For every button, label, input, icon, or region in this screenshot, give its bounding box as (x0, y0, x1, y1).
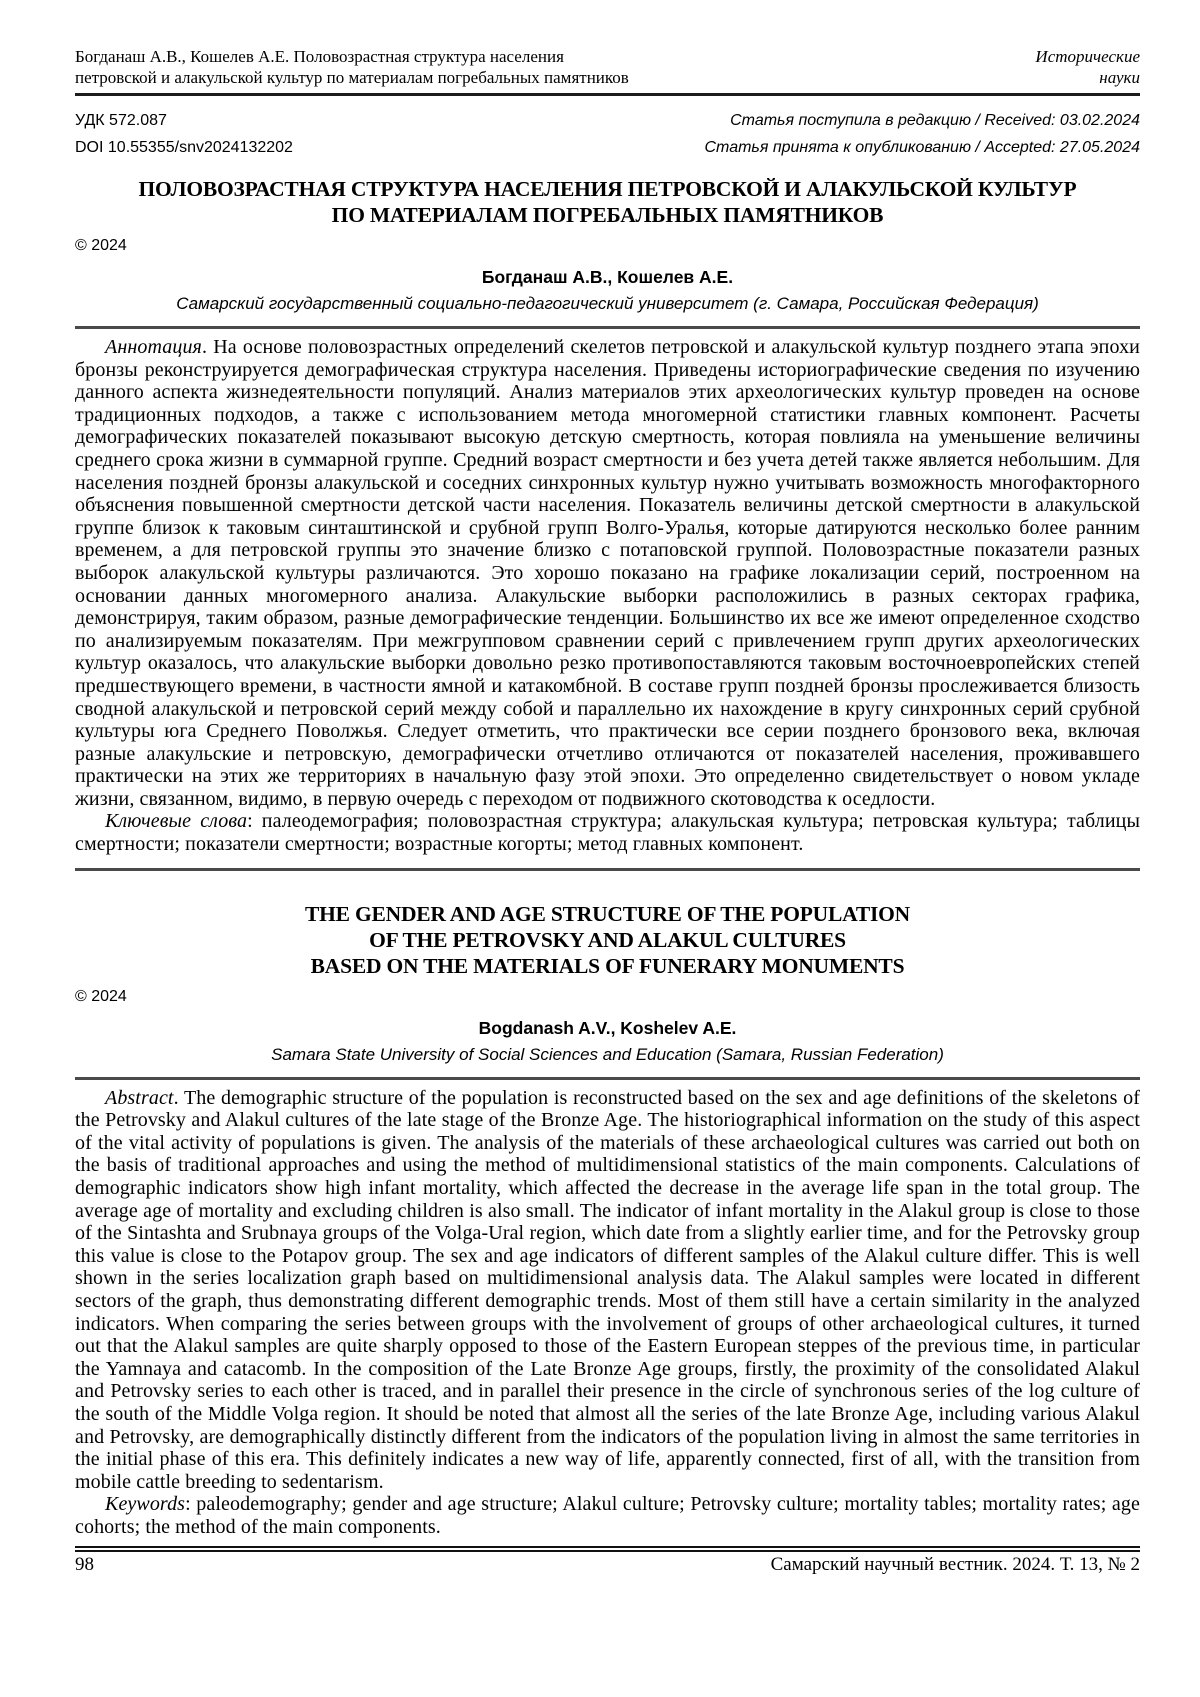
abstract-en (75, 1087, 1140, 1494)
abstract-text-en: . The demographic structure of the population is reconstructed based on the sex and age definitions of the skeletons of the Petrovsky and Alakul cultures of the late stage of the Bronze Age. The historiographical information on the study of this aspect of the vital activity of populations is given. The analysis of the materials of these archaeological cultures was carried out both on the basis of traditional approaches and using the method of multidimensional statistics of the main components. Calculations of demographic indicators show high infant mortality, which affected the decrease in the average life span in the total group. The average age of mortality and excluding children is also small. The indicator of infant mortality in the Alakul group is close to those of the Sintashta and Srubnaya groups of the Volga-Ural region, which date from a slightly earlier time, and for the Petrovsky group this value is close to the Potapov group. The sex and age indicators of different samples of the Alakul culture differ. This is well shown in the series localization graph based on multidimensional analysis data. The Alakul samples were located in different sectors of the graph, thus demonstrating different demographic trends. Most of them still have a certain similarity in the analyzed indicators. When comparing the series between groups with the involvement of groups of other archaeological cultures, it turned out that the Alakul samples are quite sharply opposed to those of the Eastern European steppes of the previous time, in particular the Yamnaya and catacomb. In the composition of the Late Bronze Age groups, firstly, the proximity of the consolidated Alakul and Petrovsky series to each other is traced, and in parallel their presence in the circle of synchronous series of the log culture of the south of the Middle Volga region. It should be noted that almost all the series of the late Bronze Age, including various Alakul and Petrovsky, are demographically distinctly different from the indicators of the population living in almost the same territories in the initial phase of this era. This definitely indicates a new way of life, apparently connected, first of all, with the transition from mobile cattle breeding to sedentarism. (75, 1086, 1140, 1493)
affiliation-en: Samara State University of Social Sciences and Education (Samara, Russian Federation) (271, 1044, 944, 1064)
abstract-ru (75, 336, 1140, 810)
authors-ru: Богданаш А.В., Кошелев А.Е. (481, 267, 734, 287)
divider-below-keywords-ru (75, 868, 1140, 871)
abstract-block-ru (75, 336, 1140, 856)
article-title-en (75, 901, 1140, 979)
article-title-en-line1: THE GENDER AND AGE STRUCTURE OF THE POPULATION (304, 901, 911, 926)
divider-above-abstract-en (75, 1077, 1140, 1080)
keywords-en (75, 1493, 1140, 1538)
section-name-line1: Исторические (1035, 47, 1140, 66)
article-title-ru-line1: ПОЛОВОЗРАСТНАЯ СТРУКТУРА НАСЕЛЕНИЯ ПЕТРОВСКОЙ И АЛАКУЛЬСКОЙ КУЛЬТУР (138, 177, 1077, 201)
section-name-line2: науки (1099, 68, 1140, 87)
abstract-text-ru: . На основе половозрастных определений скелетов петровской и алакульской культур позднего этапа эпохи бронзы реконструируется демографическая структура населения. Приведены историографические сведения по изучению данного аспекта жизнедеятельности популяций. Анализ материалов этих археологических культур проведен на основе традиционных подходов, а также с использованием метода многомерной статистики главных компонент. Расчеты демографических показателей показывают высокую детскую смертность, которая повлияла на уменьшение величины среднего срока жизни в суммарной группе. Средний возраст смертности и без учета детей также является небольшим. Для населения поздней бронзы алакульской и соседних синхронных культур нужно учитывать возможность многофакторного объяснения повышенной смертности детской части населения. Показатель величины детской смертности в алакульской группе близок к таковым синташтинской и срубной групп Волго-Уралья, которые датируются несколько более ранним временем, а для петровской группы это значение близко с потаповской группой. Половозрастные показатели разных выборок алакульской культуры различаются. Это хорошо показано на графике локализации серий, построенном на основании данных многомерного анализа. Алакульские выборки расположились в разных секторах графика, демонстрируя, таким образом, разные демографические тенденции. Большинство их все же имеют определенное сходство по анализируемым показателям. При межгрупповом сравнении серий с привлечением групп других археологических культур оказалось, что алакульские выборки довольно резко противопоставляются таковым восточноевропейских степей предшествующего времени, в частности ямной и катакомбной. В составе групп поздней бронзы прослеживается близость сводной алакульской и петровской серий между собой и параллельно их нахождение в кругу синхронных серий срубной культуры юга Среднего Поволжья. Следует отметить, что практически все серии позднего бронзового века, включая разные алакульские и петровскую, демографически отчетливо отличаются от показателей населения, проживавшего практически на этих же территориях в начальную фазу этой эпохи. Это определенно свидетельствует о новом укладе жизни, связанном, видимо, в первую очередь с переходом от подвижного скотоводства к оседлости. (75, 336, 1140, 810)
copyright-ru: © 2024 (75, 237, 127, 254)
meta-row-doi (75, 139, 1140, 157)
running-header-authors-title (75, 46, 629, 88)
footer-double-rule (75, 1546, 1140, 1552)
journal-reference: Самарский научный вестник. 2024. Т. 13, № 2 (770, 1553, 1140, 1575)
abstract-label-en: Abstract (105, 1086, 174, 1109)
article-title-en-line3: BASED ON THE MATERIALS OF FUNERARY MONUMENTS (310, 953, 905, 978)
doi-number: DOI 10.55355/snv2024132202 (75, 139, 293, 156)
keywords-text-en: : paleodemography; gender and age structure; Alakul culture; Petrovsky culture; mortality tables; mortality rates; age cohorts; the method of the main components. (75, 1493, 1140, 1538)
abstract-label-ru: Аннотация (105, 336, 202, 358)
divider-above-abstract-ru (75, 326, 1140, 329)
running-header (75, 46, 1140, 96)
running-header-section (1035, 46, 1140, 88)
affiliation-ru: Самарский государственный социально-педагогический университет (г. Самара, Российская Федерация) (176, 294, 1039, 313)
accepted-date: Статья принята к опубликованию / Accepted: 27.05.2024 (704, 139, 1140, 156)
article-title-ru (75, 176, 1140, 228)
meta-row-udc (75, 112, 1140, 130)
keywords-label-ru: Ключевые слова (105, 810, 248, 833)
copyright-en: © 2024 (75, 987, 127, 1005)
keywords-ru (75, 810, 1140, 855)
article-title-ru-line2: ПО МАТЕРИАЛАМ ПОГРЕБАЛЬНЫХ ПАМЯТНИКОВ (331, 203, 884, 227)
running-header-line1: Богданаш А.В., Кошелев А.Е. Половозрастная структура населения (75, 47, 564, 66)
abstract-block-en (75, 1087, 1140, 1539)
running-header-line2: петровской и алакульской культур по материалам погребальных памятников (75, 68, 629, 87)
article-title-en-line2: OF THE PETROVSKY AND ALAKUL CULTURES (369, 927, 846, 952)
keywords-text-ru: : палеодемография; половозрастная структура; алакульская культура; петровская культура; таблицы смертности; показатели смертности; возрастные когорты; метод главных компонент. (75, 810, 1141, 856)
received-date: Статья поступила в редакцию / Received: 03.02.2024 (730, 112, 1140, 129)
authors-en: Bogdanash A.V., Koshelev A.E. (478, 1017, 737, 1038)
keywords-label-en: Keywords (105, 1493, 186, 1516)
page-number: 98 (75, 1553, 94, 1575)
page-footer (75, 1554, 1140, 1576)
udc-number: УДК 572.087 (75, 112, 167, 129)
